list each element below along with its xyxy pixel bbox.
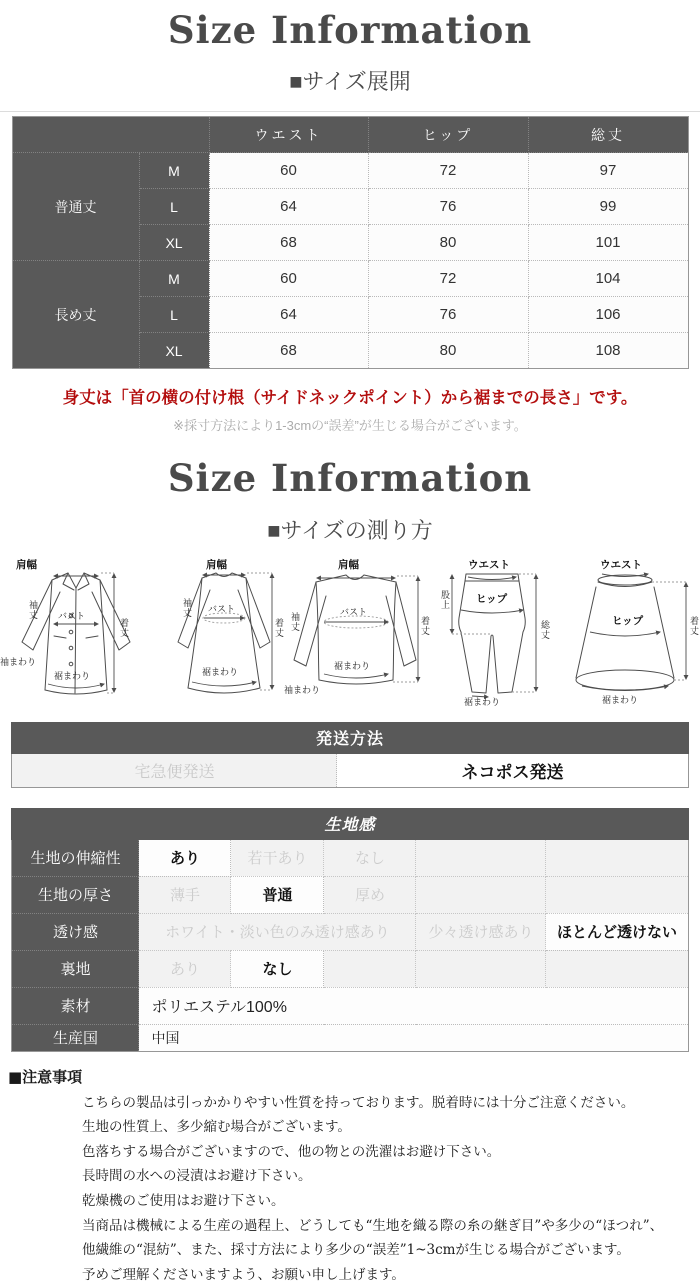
caution-note-line: こちらの製品は引っかかりやすい性質を持っております。脱着時には十分ご注意ください。 (82, 1094, 635, 1111)
label-sleeve-length: 袖丈 (28, 599, 38, 620)
caution-notes-title: ■注意事項 (8, 1067, 83, 1086)
divider-line (0, 111, 700, 112)
empty-cell (546, 950, 688, 987)
size-chart-corner-cell (12, 117, 209, 153)
label-hem-around: 裾まわり (54, 670, 91, 681)
value-cell: 64 (209, 189, 368, 225)
value-cell: 104 (528, 261, 688, 297)
row-label-sheerness: 透け感 (12, 913, 139, 950)
shipping-method-table (11, 722, 688, 788)
dress-drawing (162, 560, 284, 706)
value-cell: 64 (209, 297, 368, 333)
lining-option-selected: なし (231, 950, 324, 987)
material-value: ポリエステル100% (139, 987, 688, 1024)
caution-note-line: 他繊維の“混紡”、また、採寸方法により多少の“誤差”1~3cmが生じる場合がございます。 (82, 1242, 630, 1259)
caution-note-line: 長時間の水への浸漬はお避け下さい。 (82, 1168, 312, 1185)
shipping-option-nekopos: ネコポス発送 (337, 753, 688, 787)
row-label-thickness: 生地の厚さ (12, 876, 139, 913)
top-drawing (284, 560, 430, 706)
empty-cell (416, 876, 546, 913)
section-subtitle-size-lineup: ■サイズ展開 (289, 69, 411, 95)
label-sleeve-length: 袖丈 (290, 611, 300, 632)
label-hem-around: 裾まわり (334, 660, 371, 671)
table-row (12, 987, 688, 1024)
empty-cell (546, 839, 688, 876)
label-hip: ヒップ (476, 592, 508, 605)
label-garment-length: 着丈 (119, 617, 129, 638)
label-waist: ウエスト (468, 558, 510, 571)
column-header-waist: ウエスト (209, 117, 368, 153)
section-subtitle-measure: ■サイズの測り方 (267, 517, 433, 543)
label-sleeve-opening: 袖まわり (284, 684, 321, 695)
row-label-material: 素材 (12, 987, 139, 1024)
section-title-size-chart: Size Information (167, 8, 533, 52)
value-cell: 60 (209, 153, 368, 189)
fabric-table-header: 生地感 (12, 808, 688, 839)
thickness-option: 厚め (324, 876, 416, 913)
caution-note-line: 乾燥機のご使用はお避け下さい。 (82, 1193, 285, 1210)
size-label: XL (139, 225, 209, 261)
value-cell: 80 (368, 333, 528, 369)
value-cell: 60 (209, 261, 368, 297)
empty-cell (416, 950, 546, 987)
sheerness-option: 少々透け感あり (416, 913, 546, 950)
label-shoulder-width: 肩幅 (16, 558, 37, 571)
size-label: L (139, 297, 209, 333)
caution-note-line: 生地の性質上、多少縮む場合がございます。 (82, 1119, 351, 1136)
value-cell: 72 (368, 153, 528, 189)
fabric-spec-table (11, 808, 688, 1052)
table-row (12, 913, 688, 950)
coat-drawing (0, 560, 162, 706)
pants-drawing (430, 560, 552, 706)
pants-measure-diagram (430, 560, 552, 706)
value-cell: 106 (528, 297, 688, 333)
label-total-length: 総丈 (540, 619, 550, 640)
value-cell: 72 (368, 261, 528, 297)
label-rise: 股上 (440, 589, 450, 610)
measurement-diagrams (0, 560, 700, 708)
size-label: L (139, 189, 209, 225)
value-cell: 68 (209, 333, 368, 369)
skirt-measure-diagram (552, 560, 700, 706)
skirt-drawing (552, 560, 700, 706)
dress-measure-diagram (162, 560, 284, 706)
label-hem-around: 裾まわり (202, 666, 239, 677)
value-cell: 101 (528, 225, 688, 261)
size-chart-table (12, 116, 689, 369)
value-cell: 76 (368, 297, 528, 333)
empty-cell (416, 839, 546, 876)
sheerness-option-selected: ほとんど透けない (546, 913, 688, 950)
lining-option: あり (139, 950, 231, 987)
label-garment-length: 着丈 (420, 615, 430, 636)
group-label-normal-length: 普通丈 (12, 153, 139, 261)
value-cell: 97 (528, 153, 688, 189)
country-value: 中国 (139, 1024, 688, 1051)
value-cell: 68 (209, 225, 368, 261)
table-row (12, 153, 688, 189)
value-cell: 80 (368, 225, 528, 261)
measurement-tolerance-note: ※採寸方法により1-3cmの“誤差”が生じる場合がございます。 (173, 418, 527, 434)
caution-note-line: 色落ちする場合がございますので、他の物との洗濯はお避け下さい。 (82, 1143, 501, 1160)
empty-cell (324, 950, 416, 987)
label-hem-around: 裾まわり (464, 696, 501, 707)
size-label: XL (139, 333, 209, 369)
stretch-option-selected: あり (139, 839, 231, 876)
label-garment-length: 着丈 (274, 617, 284, 638)
table-row (12, 1024, 688, 1051)
label-bust: バスト (208, 603, 236, 614)
table-row (12, 876, 688, 913)
body-length-note: 身丈は「首の横の付け根（サイドネックポイント）から裾までの長さ」です。 (62, 388, 638, 408)
table-row (12, 839, 688, 876)
row-label-stretch: 生地の伸縮性 (12, 839, 139, 876)
stretch-option: なし (324, 839, 416, 876)
label-sleeve-length: 袖丈 (182, 597, 192, 618)
group-label-longer-length: 長め丈 (12, 261, 139, 369)
value-cell: 76 (368, 189, 528, 225)
label-garment-length: 着丈 (689, 615, 699, 636)
shipping-table-header: 発送方法 (12, 722, 688, 753)
shipping-option-takkyubin: 宅急便発送 (12, 753, 337, 787)
label-waist: ウエスト (600, 558, 642, 571)
value-cell: 108 (528, 333, 688, 369)
sheerness-option: ホワイト・淡い色のみ透け感あり (139, 913, 416, 950)
label-sleeve-opening: 袖まわり (0, 656, 37, 667)
size-label: M (139, 261, 209, 297)
label-bust: バスト (340, 606, 368, 617)
empty-cell (546, 876, 688, 913)
stretch-option: 若干あり (231, 839, 324, 876)
caution-notes (8, 1066, 700, 1287)
label-hem-around: 裾まわり (602, 694, 639, 705)
row-label-lining: 裏地 (12, 950, 139, 987)
column-header-hip: ヒップ (368, 117, 528, 153)
caution-note-line: 当商品は機械による生産の過程上、どうしても“生地を織る際の糸の継ぎ目”や多少の“ほつれ”、 (82, 1217, 664, 1234)
caution-note-line: 予めご理解くださいますよう、お願い申し上げます。 (82, 1266, 405, 1283)
table-row (12, 950, 688, 987)
top-measure-diagram (284, 560, 430, 706)
column-header-total-length: 総丈 (528, 117, 688, 153)
label-hip: ヒップ (612, 614, 644, 627)
thickness-option-selected: 普通 (231, 876, 324, 913)
label-shoulder-width: 肩幅 (206, 558, 227, 571)
label-bust: バスト (58, 610, 86, 621)
table-row (12, 261, 688, 297)
section-title-measure: Size Information (167, 456, 533, 501)
label-shoulder-width: 肩幅 (338, 558, 359, 571)
value-cell: 99 (528, 189, 688, 225)
thickness-option: 薄手 (139, 876, 231, 913)
size-label: M (139, 153, 209, 189)
coat-measure-diagram (0, 560, 162, 706)
row-label-country: 生産国 (12, 1024, 139, 1051)
